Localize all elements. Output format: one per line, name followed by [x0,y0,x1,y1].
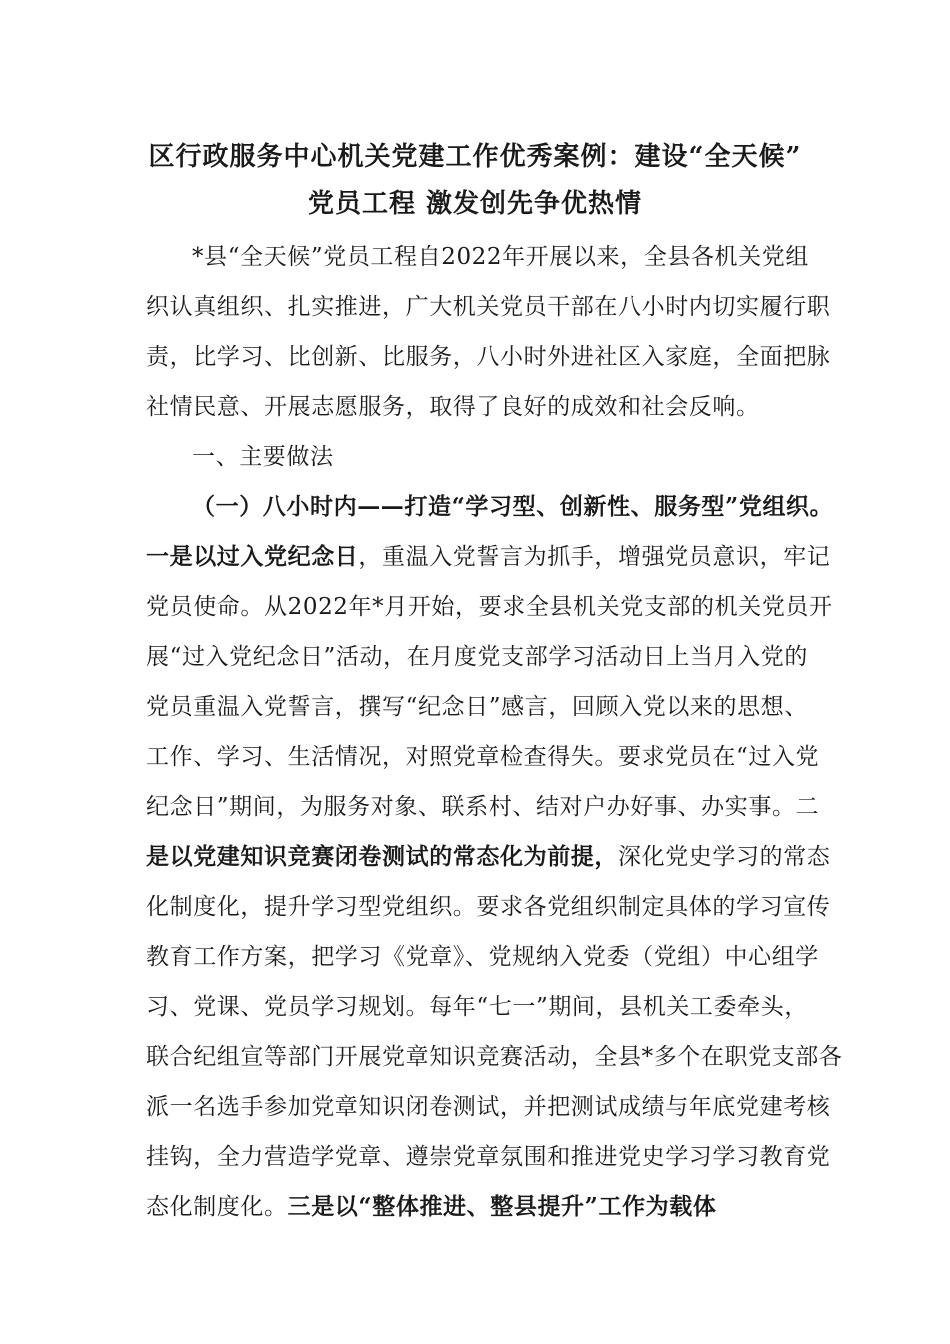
paragraph-line: 社情民意、开展志愿服务，取得了良好的成效和社会反响。 [146,394,760,420]
bold-lead: 是以党建知识竞赛闭卷测试的常态化为前提， [146,843,618,870]
paragraph-line: 纪念日”期间，为服务对象、联系村、结对户办好事、办实事。二 [146,794,820,820]
paragraph-line: 习、党课、党员学习规划。每年“七一”期间，县机关工委牵头， [146,994,808,1020]
paragraph-line: 展“过入党纪念日”活动，在月度党支部学习活动日上当月入党的 [146,644,808,670]
paragraph-line: 派一名选手参加党章知识闭卷测试，并把测试成绩与年底党建考核 [146,1094,831,1120]
subsection-heading: （一）八小时内——打造“学习型、创新性、服务型”党组织。 [192,493,834,520]
bold-lead: 一是以过入党纪念日 [146,543,359,570]
paragraph-line: 党员重温入党誓言，撰写“纪念日”感言，回顾入党以来的思想、 [146,694,808,720]
paragraph-line: *县“全天候”党员工程自2022年开展以来，全县各机关党组 [192,244,809,270]
paragraph-line: 教育工作方案，把学习《党章》、党规纳入党委（党组）中心组学 [146,944,819,970]
paragraph-line: 是以党建知识竞赛闭卷测试的常态化为前提，深化党史学习的常态 [146,843,831,870]
paragraph-line: 工作、学习、生活情况，对照党章检查得失。要求党员在“过入党 [146,744,820,770]
paragraph-line: 责，比学习、比创新、比服务，八小时外进社区入家庭，全面把脉 [146,344,831,370]
paragraph-line: 联合纪组宣等部门开展党章知识竞赛活动，全县*多个在职党支部各 [146,1044,843,1070]
paragraph-line: 态化制度化。三是以“整体推进、整县提升”工作为载体 [146,1193,717,1220]
paragraph-line: 党员使命。从2022年*月开始，要求全县机关党支部的机关党员开 [146,594,833,620]
paragraph-line: 挂钩，全力营造学党章、遵崇党章氛围和推进党史学习学习教育党 [146,1144,831,1170]
section-heading: 一、主要做法 [192,444,334,470]
paragraph-line: 化制度化，提升学习型党组织。要求各党组织制定具体的学习宣传 [146,894,831,920]
bold-lead: 三是以“整体推进、整县提升”工作为载体 [287,1193,717,1220]
paragraph-line: 一是以过入党纪念日，重温入党誓言为抓手，增强党员意识，牢记 [146,543,831,570]
paragraph-line: 织认真组织、扎实推进，广大机关党员干部在八小时内切实履行职 [146,294,831,320]
document-title-line-2: 党员工程 激发创先争优热情 [307,189,643,219]
document-title-line-1: 区行政服务中心机关党建工作优秀案例：建设“全天候” [148,142,802,172]
